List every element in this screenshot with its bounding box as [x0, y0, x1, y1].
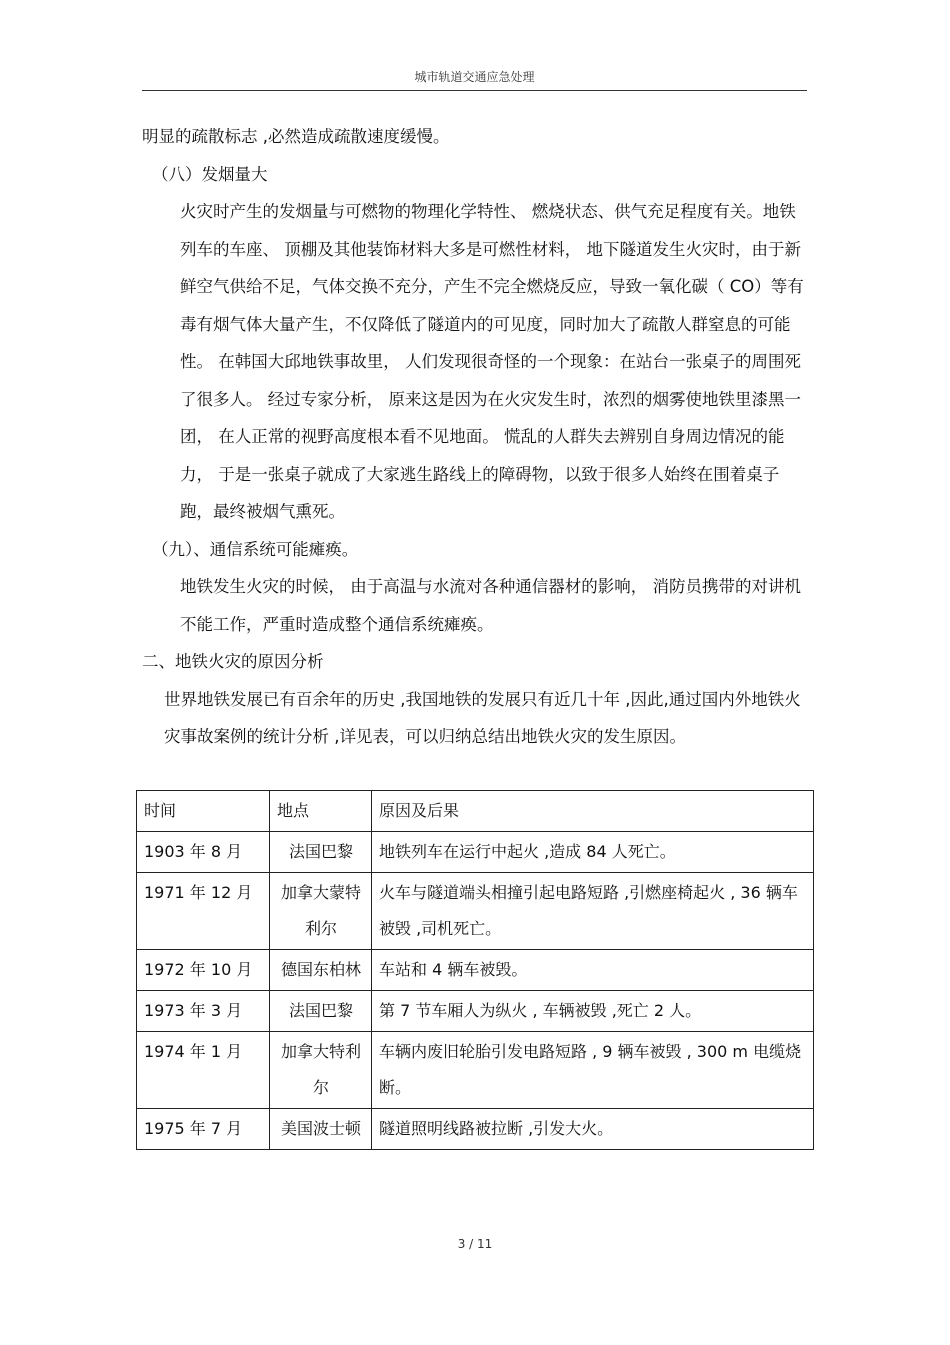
cell-time: 1975 年 7 月 — [137, 1109, 270, 1150]
table-row — [137, 873, 814, 950]
cell-time: 1903 年 8 月 — [137, 832, 270, 873]
section-heading: 二、地铁火灾的原因分析 — [142, 652, 324, 671]
cell-cause: 车辆内废旧轮胎引发电路短路 , 9 辆车被毁 , 300 m 电缆烧断。 — [372, 1032, 814, 1109]
cell-cause: 隧道照明线路被拉断 ,引发大火。 — [372, 1109, 814, 1150]
paragraph: 地铁发生火灾的时候， 由于高温与水流对各种通信器材的影响， 消防员携带的对讲机不能工作，严重时造成整个通信系统瘫痪。 — [180, 577, 801, 634]
cell-location: 美国波士顿 — [270, 1109, 372, 1150]
page-number: 3 / 11 — [457, 1237, 493, 1251]
paragraph: 明显的疏散标志 ,必然造成疏散速度缓慢。 — [142, 127, 450, 146]
cell-time: 1974 年 1 月 — [137, 1032, 270, 1109]
cell-cause: 地铁列车在运行中起火 ,造成 84 人死亡。 — [372, 832, 814, 873]
cell-location: 加拿大特利尔 — [270, 1032, 372, 1109]
table-header-row — [137, 791, 814, 832]
header-divider — [142, 90, 807, 91]
table-row — [137, 832, 814, 873]
table-row — [137, 991, 814, 1032]
fire-incident-table — [136, 790, 814, 1150]
cell-cause: 火车与隧道端头相撞引起电路短路 ,引燃座椅起火 , 36 辆车被毁 ,司机死亡。 — [372, 873, 814, 950]
page-header: 城市轨道交通应急处理 — [414, 70, 535, 84]
cell-time: 1972 年 10 月 — [137, 950, 270, 991]
table-row — [137, 1109, 814, 1150]
cell-cause: 第 7 节车厢人为纵火 , 车辆被毁 ,死亡 2 人。 — [372, 991, 814, 1032]
cell-time: 1973 年 3 月 — [137, 991, 270, 1032]
section-heading: （八）发烟量大 — [152, 164, 268, 184]
cell-time: 1971 年 12 月 — [137, 873, 270, 950]
table-row — [137, 1032, 814, 1109]
section-heading: （九）、通信系统可能瘫痪。 — [152, 539, 359, 559]
cell-cause: 车站和 4 辆车被毁。 — [372, 950, 814, 991]
paragraph: 世界地铁发展已有百余年的历史 ,我国地铁的发展只有近几十年 ,因此,通过国内外地铁火灾事故案例的统计分析 ,详见表，可以归纳总结出地铁火灾的发生原因。 — [164, 689, 801, 746]
cell-location: 法国巴黎 — [270, 832, 372, 873]
cell-location: 德国东柏林 — [270, 950, 372, 991]
header-cell: 原因及后果 — [372, 791, 814, 832]
document-body — [142, 118, 807, 756]
header-cell: 地点 — [270, 791, 372, 832]
cell-location: 法国巴黎 — [270, 991, 372, 1032]
cell-location: 加拿大蒙特利尔 — [270, 873, 372, 950]
header-cell: 时间 — [137, 791, 270, 832]
paragraph: 火灾时产生的发烟量与可燃物的物理化学特性、 燃烧状态、供气充足程度有关。地铁列车的车座、 顶棚及其他装饰材料大多是可燃性材料， 地下隧道发生火灾时，由于新鲜空气供给不足，气体交换不充分，产生不完全燃烧反应，导致一氧化碳（ CO）等有毒有烟气体大量产生，不仅降低了隧道内的可见度，同时加大了疏散人群窒息的可能性。 在韩国大邱地铁事故里， 人们发现很奇怪的一个现象：在站台一张桌子的周围死了很多人。 经过专家分析， 原来这是因为在火灾发生时，浓烈的烟雾使地铁里漆黑一团， 在人正常的视野高度根本看不见地面。 慌乱的人群失去辨别自身周边情况的能力， 于是一张桌子就成了大家逃生路线上的障碍物，以致于很多人始终在围着桌子跑，最终被烟气熏死。 — [180, 202, 804, 521]
table-row — [137, 950, 814, 991]
